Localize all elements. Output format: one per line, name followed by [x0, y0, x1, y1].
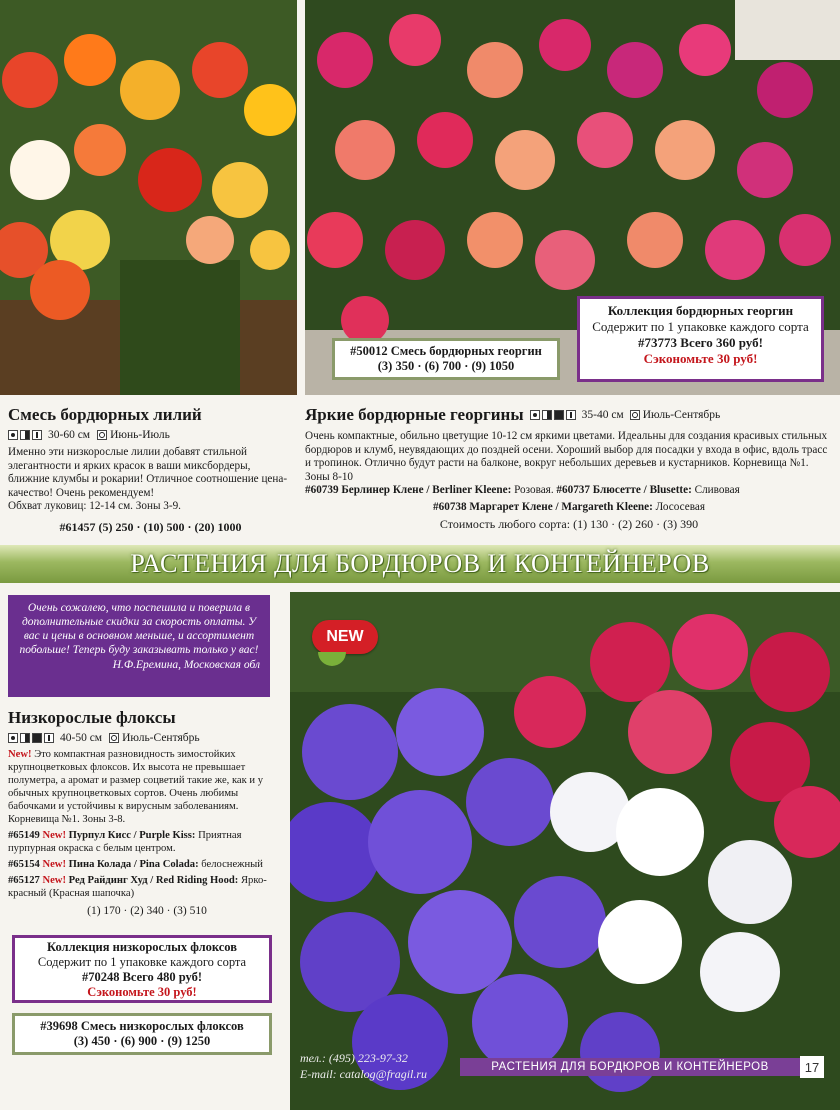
- footer-email-label: E-mail:: [300, 1067, 337, 1081]
- footer-phone-line: [300, 1050, 460, 1066]
- phlox-mix-box: [12, 1013, 272, 1055]
- phlox-description: Это компактная разновидность зимостойких крупноцветковых флоксов. Их высота не превышает полуметра, а аромат и размер соцветий такие же, как и у обычных крупноцветковых сортов. Очень любимы бабочками и устойчивы к вирусным заболеваниям. Корневища №1. Зоны 3-8.: [8, 749, 264, 825]
- lilies-section: [8, 405, 293, 535]
- phlox-collection-line2: #70248 Всего 480 руб!: [81, 970, 203, 984]
- phlox-mix-line2: (3) 450 · (6) 900 · (9) 1250: [73, 1034, 211, 1048]
- lilies-bulb-size: Обхват луковиц: 12-14 см. Зоны 3-9.: [8, 500, 181, 512]
- new-label: New!: [42, 875, 66, 886]
- lilies-photo: [0, 0, 297, 395]
- testimonial-author: Н.Ф.Еремина, Московская обл: [112, 659, 260, 671]
- dahlia-collection-line2: #73773 Всего 360 руб!: [638, 335, 763, 350]
- lilies-description: Именно эти низкорослые лилии добавят стильной элегантности и ярких красок в ваши миксбордеры, ближние клумбы и рокарии! Отличное соотношение цена-качество! Очень рекомендуем!: [8, 446, 288, 499]
- dahlia-collection-box: [577, 296, 824, 382]
- dahlia-v2-name: Блюсетте / Blusette:: [592, 484, 692, 496]
- dahlia-v1-color: Розовая.: [514, 484, 554, 496]
- phlox-description-para: [8, 748, 286, 826]
- half-shade-icon: [20, 733, 30, 743]
- phlox-v2-color: белоснежный: [201, 859, 263, 870]
- sun-icon: [8, 430, 18, 440]
- dahlias-variety-line1: [305, 484, 833, 498]
- dahlias-bloom: Июль-Сентябрь: [642, 409, 721, 421]
- phlox-price: (1) 170 · (2) 340 · (3) 510: [87, 905, 207, 917]
- footer-section-label: РАСТЕНИЯ ДЛЯ БОРДЮРОВ И КОНТЕЙНЕРОВ: [491, 1061, 769, 1073]
- phlox-height: 40-50 см: [60, 732, 103, 744]
- phlox-v1-color: Приятная пурпурная окраска с белым центром.: [8, 830, 242, 854]
- lilies-price: #61457 (5) 250 · (10) 500 · (20) 1000: [59, 519, 242, 534]
- phlox-variety-1: [8, 829, 286, 855]
- phlox-attributes: [8, 732, 286, 744]
- phlox-collection-title: Коллекция низкорослых флоксов: [47, 940, 237, 954]
- dahlias-title: Яркие бордюрные георгины: [305, 405, 524, 424]
- phlox-v2-name: Пина Колада / Pina Colada:: [68, 859, 199, 870]
- half-shade-icon: [20, 430, 30, 440]
- lilies-bloom: Июнь-Июль: [110, 429, 170, 441]
- dahlia-v2-color: Сливовая: [694, 484, 740, 496]
- dahlia-v1-code: #60739: [305, 484, 339, 496]
- footer-email-line: [300, 1066, 460, 1082]
- page-number-text: 17: [804, 1059, 820, 1075]
- dahlias-header: [305, 405, 833, 425]
- light-icons: [8, 733, 54, 743]
- calendar-icon: [97, 430, 107, 440]
- shade-icon: [32, 733, 42, 743]
- dahlia-v3-code: #60738: [433, 500, 467, 513]
- new-badge: [312, 620, 378, 654]
- phlox-v3-code: #65127: [8, 875, 40, 886]
- sun-icon: [530, 410, 540, 420]
- phlox-v3-name: Ред Райдинг Худ / Red Riding Hood:: [68, 875, 239, 886]
- half-shade-icon: [542, 410, 552, 420]
- new-label: New!: [42, 830, 66, 841]
- dahlia-mix-box: [332, 338, 560, 380]
- dahlia-collection-save: Сэкономьте 30 руб!: [643, 351, 758, 366]
- dahlias-height: 35-40 см: [581, 409, 624, 421]
- section-banner: [0, 545, 840, 583]
- phlox-collection-save: Сэкономьте 30 руб!: [87, 985, 197, 999]
- light-icons: [530, 410, 576, 420]
- testimonial-box: [8, 595, 270, 697]
- height-icon: [32, 430, 42, 440]
- lilies-title: Смесь бордюрных лилий: [8, 405, 202, 424]
- dahlias-attributes: [530, 409, 721, 421]
- calendar-icon: [630, 410, 640, 420]
- phlox-v1-code: #65149: [8, 830, 40, 841]
- footer-email: catalog@fragil.ru: [339, 1067, 428, 1081]
- dahlia-v3-name: Маргарет Клене / Margareth Kleene:: [469, 500, 653, 513]
- footer-phone-label: тел.:: [300, 1051, 326, 1065]
- height-icon: [566, 410, 576, 420]
- sun-icon: [8, 733, 18, 743]
- dahlia-v1-name: Берлинер Клене / Berliner Kleene:: [341, 484, 512, 496]
- phlox-collection-line1: Содержит по 1 упаковке каждого сорта: [37, 955, 247, 969]
- phlox-title: Низкорослые флоксы: [8, 708, 176, 727]
- phlox-variety-2: [8, 858, 286, 871]
- phlox-v3-color: Ярко-красный (Красная шапочка): [8, 875, 267, 899]
- dahlia-mix-line2: (3) 350 · (6) 700 · (9) 1050: [377, 359, 515, 373]
- footer-phone: (495) 223-97-32: [328, 1051, 408, 1065]
- dahlia-v2-code: #60737: [556, 484, 590, 496]
- phlox-collection-box: [12, 935, 272, 1003]
- new-badge-text: NEW: [326, 628, 364, 645]
- lilies-height: 30-60 см: [48, 429, 91, 441]
- dahlia-v3-color: Лососевая: [655, 500, 705, 513]
- testimonial-text: Очень сожалею, что поспешила и поверила в дополнительные скидки за скорость оплаты. У вас и цены в основном меньше, и ассортимент побольше! Теперь буду заказывать только у вас!: [19, 602, 259, 656]
- phlox-variety-3: [8, 874, 286, 900]
- light-icons: [8, 430, 42, 440]
- dahlias-price: Стоимость любого сорта: (1) 130 · (2) 260 · (3) 390: [439, 517, 699, 531]
- calendar-icon: [109, 733, 119, 743]
- dahlia-collection-title: Коллекция бордюрных георгин: [607, 303, 794, 318]
- footer-contacts: [300, 1050, 460, 1082]
- dahlia-collection-line1: Содержит по 1 упаковке каждого сорта: [592, 319, 809, 334]
- dahlia-mix-line1: #50012 Смесь бордюрных георгин: [350, 344, 542, 358]
- shade-icon: [554, 410, 564, 420]
- lilies-attributes: [8, 429, 293, 441]
- phlox-photo: [290, 592, 840, 1110]
- page-number: [800, 1056, 824, 1078]
- new-label: New!: [8, 749, 32, 760]
- phlox-bloom: Июль-Сентябрь: [122, 732, 200, 744]
- footer-section-bar: [460, 1058, 800, 1076]
- phlox-section: [8, 708, 286, 917]
- dahlias-variety-line2: [305, 501, 833, 515]
- new-label: New!: [42, 859, 66, 870]
- banner-text: РАСТЕНИЯ ДЛЯ БОРДЮРОВ И КОНТЕЙНЕРОВ: [130, 549, 710, 578]
- phlox-v2-code: #65154: [8, 859, 40, 870]
- phlox-v1-name: Пурпул Кисс / Purple Kiss:: [68, 830, 196, 841]
- phlox-mix-line1: #39698 Смесь низкорослых флоксов: [40, 1019, 244, 1033]
- dahlias-section: [305, 405, 833, 532]
- height-icon: [44, 733, 54, 743]
- dahlias-description: Очень компактные, обильно цветущие 10-12 см яркими цветами. Идеальны для создания красивых стильных бордюров и клумб, неувядающих до поздней осени. Хороший выбор для посадки у входа в офис, вдоль трасс и тропинок. Отлично будут расти на балконе, вокруг небольших деревьев и кустарников. Корневища №1. Зоны 8-10: [305, 430, 828, 483]
